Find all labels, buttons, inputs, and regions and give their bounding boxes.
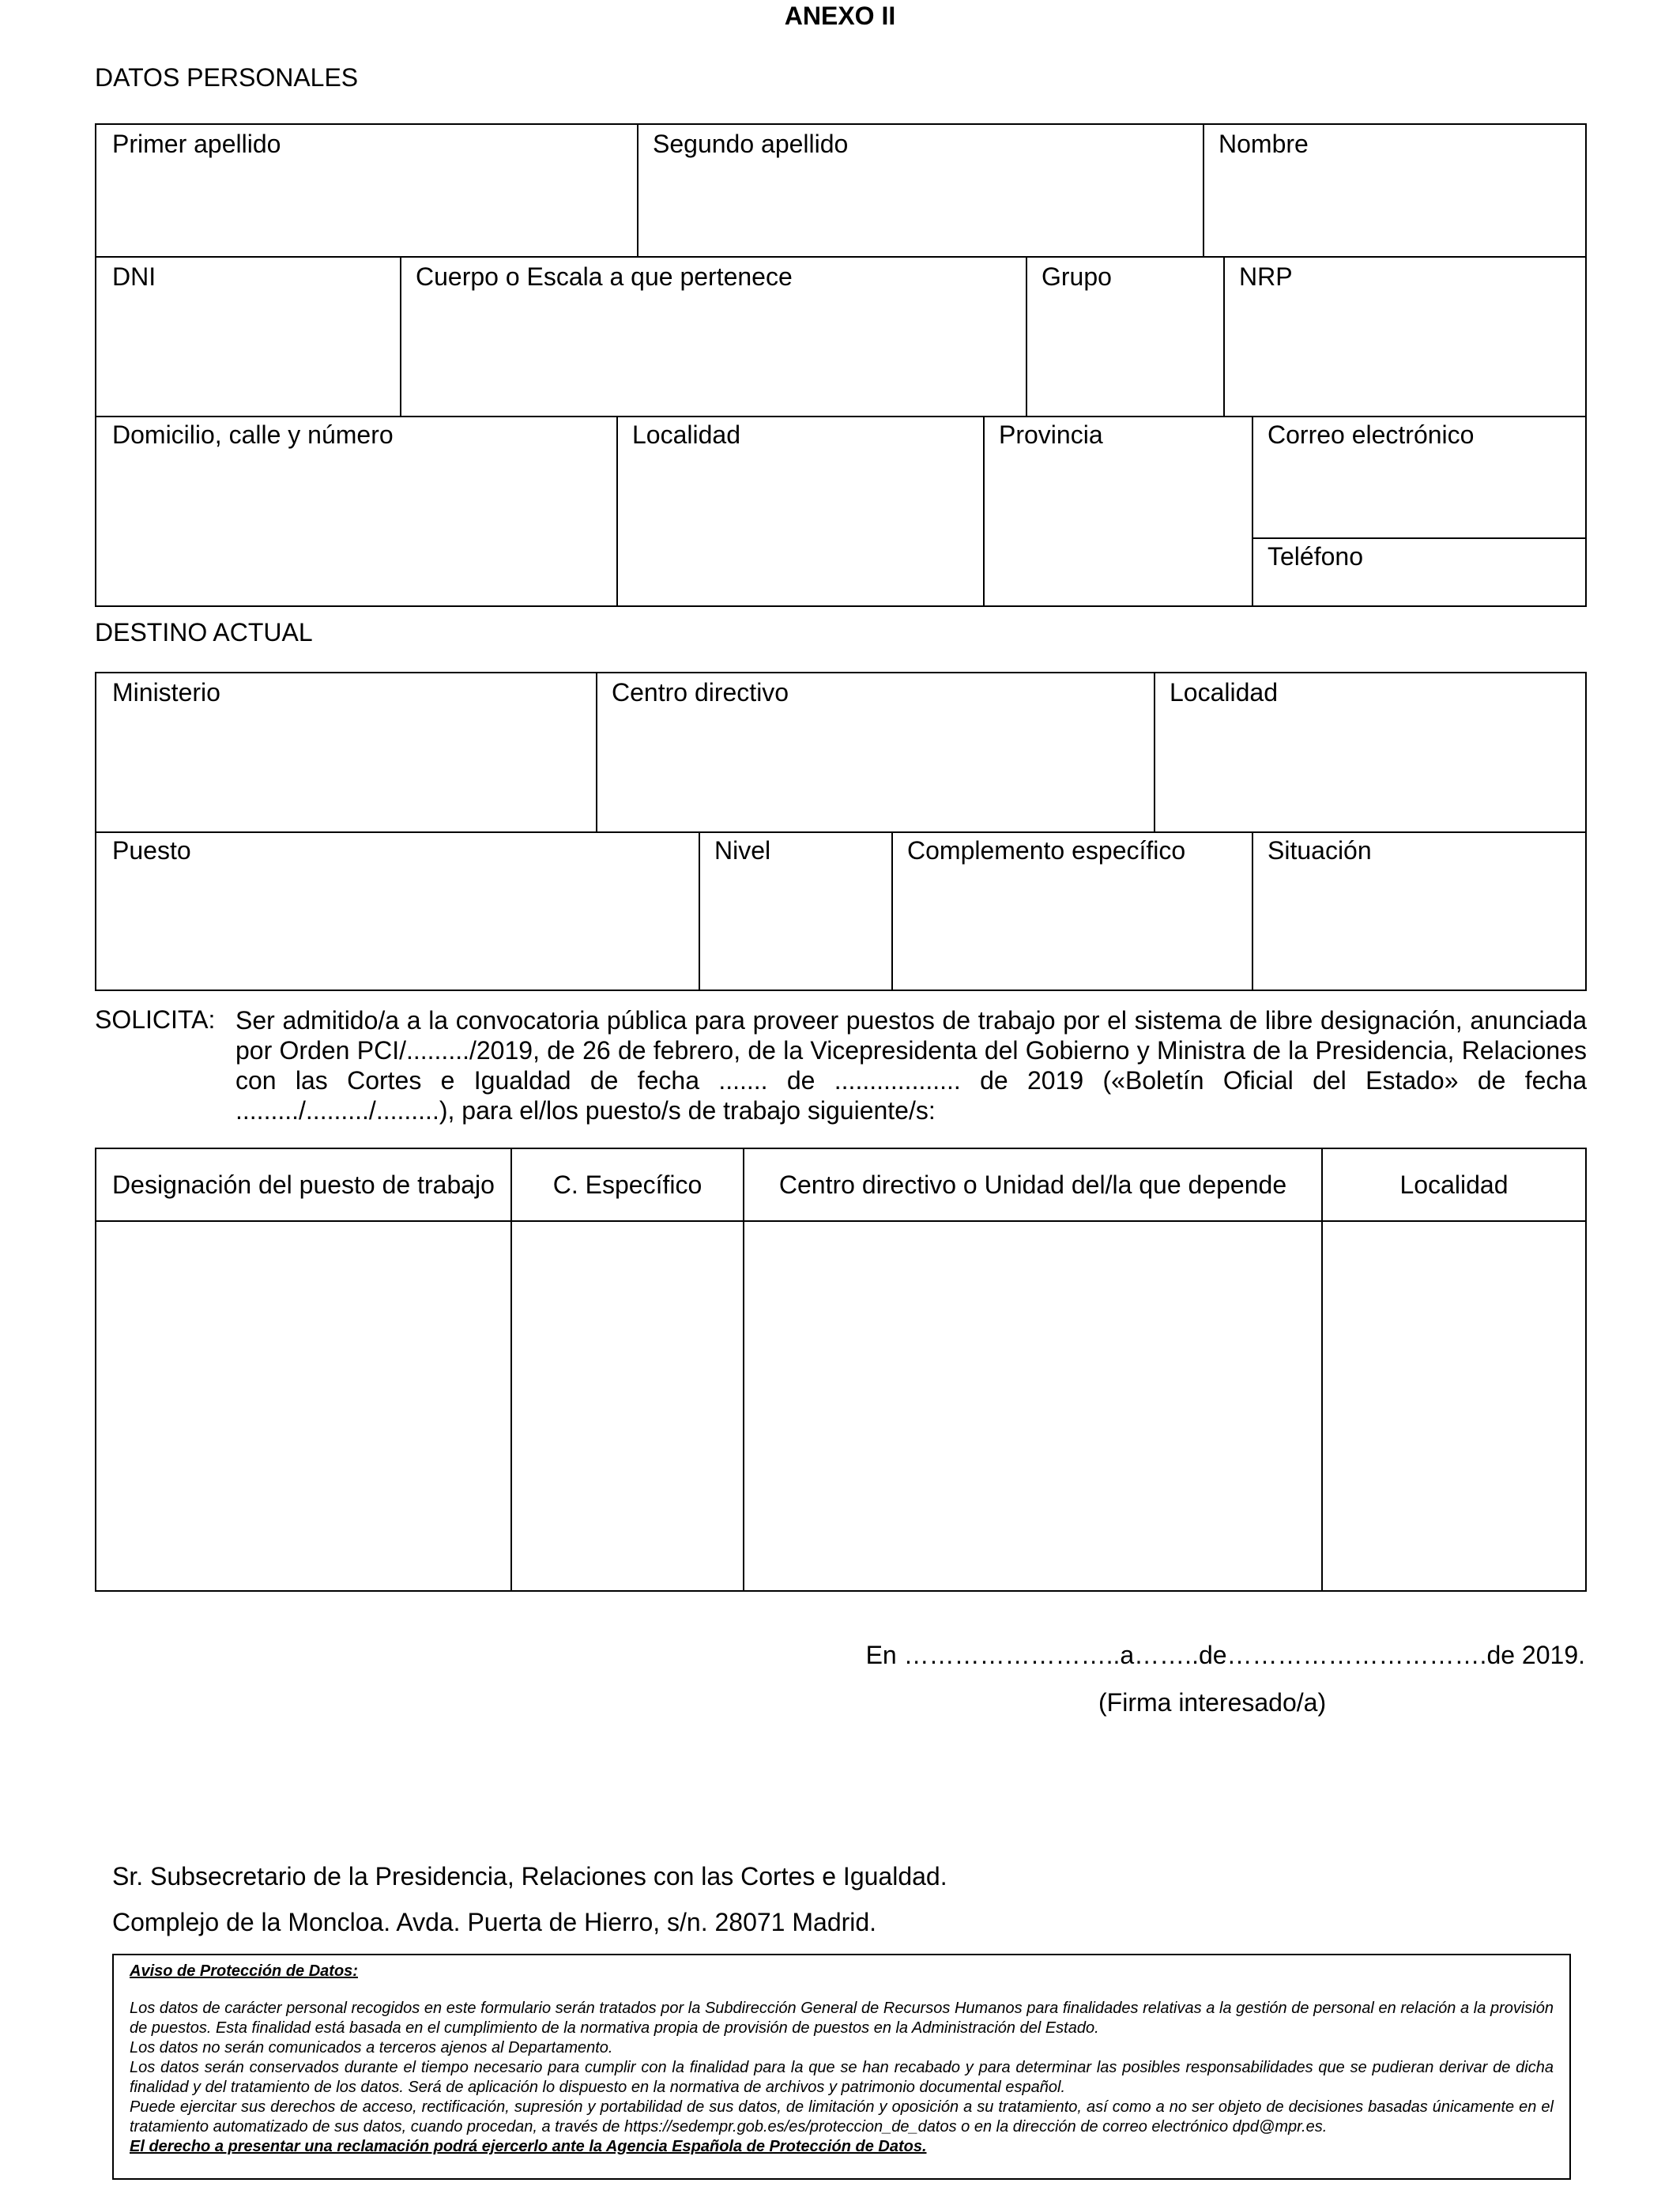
address-line-2: Complejo de la Moncloa. Avda. Puerta de Hierro, s/n. 28071 Madrid.: [112, 1908, 877, 1936]
page-title: ANEXO II: [784, 2, 896, 30]
notice-paragraph-3: Los datos serán conservados durante el tiempo necesario para cumplir con la finalidad para la que se han recabado y para determinar las posibles responsabilidades que se pudieran derivar de dicha finalidad y del tratamiento de los datos. Será de aplicación lo dispuesto en la normativa de archivos y patrimonio documental español.: [130, 2059, 1554, 2096]
puesto-designacion-cell[interactable]: [98, 1222, 510, 1590]
segundo-apellido-field[interactable]: Segundo apellido: [653, 130, 849, 158]
address-line-1: Sr. Subsecretario de la Presidencia, Relaciones con las Cortes e Igualdad.: [112, 1862, 947, 1891]
destino-heading: DESTINO ACTUAL: [95, 618, 313, 647]
nivel-field[interactable]: Nivel: [714, 836, 771, 865]
grupo-field[interactable]: Grupo: [1042, 262, 1112, 291]
nombre-field[interactable]: Nombre: [1219, 130, 1309, 158]
solicita-text: Ser admitido/a a la convocatoria pública para proveer puestos de trabajo por el sistema de libre designación, anunciada por Orden PCI/........./2019, de 26 de febrero, de la Vicepresidenta del Gobierno y Ministra de la Presidencia, Relaciones con las Cortes e Igualdad de fecha ....... de .................. de 2019 («Boletín Oficial del Estado» de fecha ........./........./.........), para el/los puesto/s de trabajo siguiente/s:: [235, 1006, 1587, 1125]
puesto-field[interactable]: Puesto: [112, 836, 191, 865]
col-header-c-especifico: C. Específico: [552, 1171, 703, 1199]
localidad-field[interactable]: Localidad: [632, 420, 740, 449]
puesto-centro-cell[interactable]: [744, 1222, 1321, 1590]
col-header-localidad: Localidad: [1399, 1171, 1509, 1199]
notice-paragraph-4: Puede ejercitar sus derechos de acceso, rectificación, supresión y portabilidad de sus datos, de limitación y oposición a su tratamiento, así como a no ser objeto de decisiones basadas únicamente en el tratamiento automatizado de sus datos, cuando procedan, a través de https://sedempr.gob.es/es/proteccion_de_datos o en la dirección de correo electrónico dpd@mpr.es.: [130, 2098, 1554, 2136]
notice-paragraph-2: Los datos no serán comunicados a terceros ajenos al Departamento.: [130, 2039, 613, 2056]
firma-label: (Firma interesado/a): [1098, 1688, 1327, 1717]
personal-data-table: [95, 123, 1587, 607]
notice-title: Aviso de Protección de Datos:: [130, 1962, 358, 1980]
correo-field[interactable]: Correo electrónico: [1268, 420, 1475, 449]
ministerio-field[interactable]: Ministerio: [112, 678, 220, 707]
notice-paragraph-1: Los datos de carácter personal recogidos en este formulario serán tratados por la Subdirección General de Recursos Humanos para finalidades relativas a la gestión de personal en relación a la provisión de puestos. Esta finalidad está basada en el cumplimiento de la normativa propia de provisión de puestos en la Administración del Estado.: [130, 2000, 1554, 2037]
destino-table: [95, 672, 1587, 991]
col-header-centro-directivo: Centro directivo o Unidad del/la que depende: [778, 1171, 1287, 1199]
puesto-c-especifico-cell[interactable]: [512, 1222, 743, 1590]
solicita-label: SOLICITA:: [95, 1005, 216, 1034]
data-protection-notice: [112, 1954, 1571, 2180]
domicilio-field[interactable]: Domicilio, calle y número: [112, 420, 394, 449]
puestos-table: [95, 1148, 1587, 1592]
provincia-field[interactable]: Provincia: [999, 420, 1103, 449]
col-header-designacion: Designación del puesto de trabajo: [112, 1171, 495, 1199]
destino-localidad-field[interactable]: Localidad: [1170, 678, 1278, 707]
puesto-localidad-cell[interactable]: [1323, 1222, 1585, 1590]
situacion-field[interactable]: Situación: [1268, 836, 1372, 865]
centro-directivo-field[interactable]: Centro directivo: [612, 678, 789, 707]
complemento-field[interactable]: Complemento específico: [907, 836, 1186, 865]
nrp-field[interactable]: NRP: [1239, 262, 1293, 291]
notice-paragraph-5: El derecho a presentar una reclamación podrá ejercerlo ante la Agencia Española de Protección de Datos.: [130, 2138, 927, 2155]
personal-data-heading: DATOS PERSONALES: [95, 63, 359, 92]
date-line: En ……………………..a……..de………………………….de 2019.: [865, 1641, 1585, 1669]
dni-field[interactable]: DNI: [112, 262, 156, 291]
cuerpo-field[interactable]: Cuerpo o Escala a que pertenece: [416, 262, 793, 291]
primer-apellido-field[interactable]: Primer apellido: [112, 130, 281, 158]
telefono-field[interactable]: Teléfono: [1268, 542, 1363, 571]
